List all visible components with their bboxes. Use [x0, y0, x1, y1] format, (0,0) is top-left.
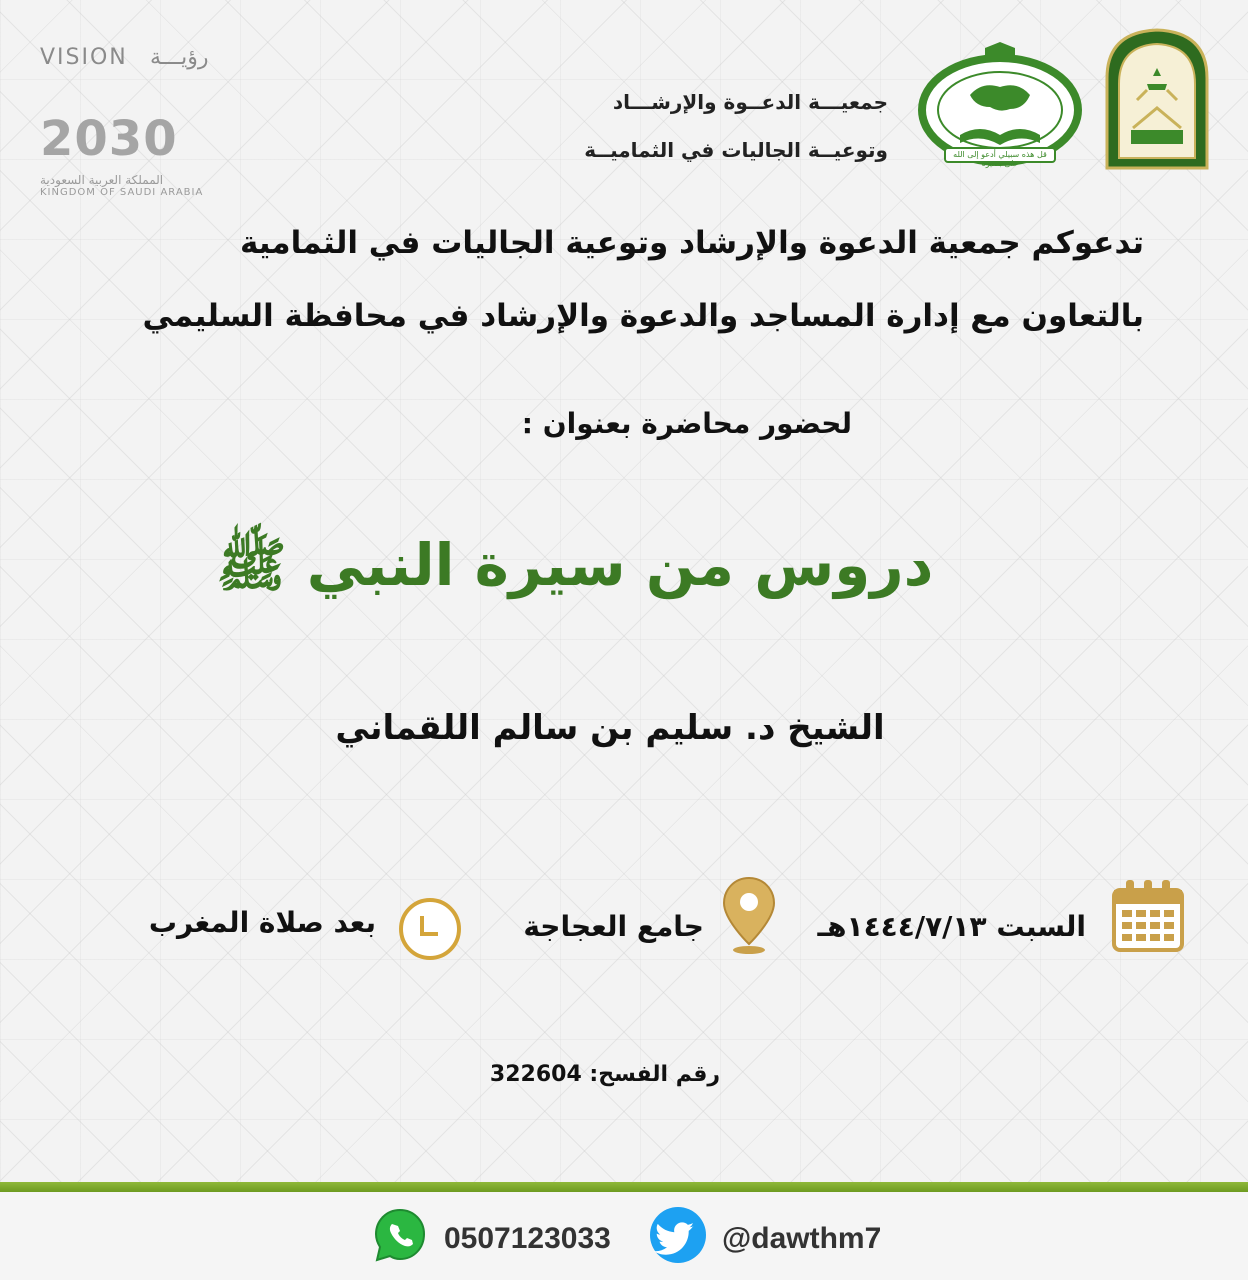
invitation-line-1: تدعوكم جمعية الدعوة والإرشاد وتوعية الجاليات في الثمامية: [239, 225, 1144, 261]
twitter-icon[interactable]: [646, 1206, 710, 1268]
footer-stripe: [0, 1182, 1248, 1192]
vision-2030-logo: [40, 45, 225, 198]
vision-country-ar: المملكة العربية السعودية: [40, 173, 164, 187]
association-name-line1: جمعيـــة الدعــوة والإرشـــاد: [612, 90, 888, 114]
vision-title: VISION: [40, 45, 128, 70]
footer-bar: [0, 1192, 1248, 1280]
association-logo: [915, 40, 1085, 170]
vision-country-en: KINGDOM OF SAUDI ARABIA: [40, 187, 204, 198]
calendar-icon: [1112, 878, 1184, 956]
lecture-title: دروس من سيرة النبي ﷺ: [216, 531, 934, 599]
whatsapp-icon[interactable]: [372, 1206, 428, 1268]
association-name-line2: وتوعيــة الجاليات في الثماميــة: [584, 138, 888, 162]
lecture-label: لحضور محاضرة بعنوان :: [521, 407, 852, 440]
clock-icon: [392, 896, 468, 966]
invitation-line-2: بالتعاون مع إدارة المساجد والدعوة والإرشاد في محافظة السليمي: [142, 298, 1144, 334]
event-time: بعد صلاة المغرب: [148, 906, 376, 939]
event-location: جامع العجاجة: [523, 910, 704, 943]
association-logo-motto: قل هذه سبيلي أدعو إلى الله على بصيرة: [953, 150, 1047, 168]
ministry-logo: [1103, 28, 1211, 170]
vision-title-ar: رؤيـــة: [150, 45, 209, 70]
ministry-logo-emblem: [1103, 28, 1211, 170]
permit-number: رقم الفسح: 322604: [489, 1062, 721, 1087]
phone-number[interactable]: 0507123033: [444, 1222, 611, 1255]
vision-year: 2030: [40, 111, 178, 167]
location-pin-icon: [722, 876, 776, 960]
speaker-name: الشيخ د. سليم بن سالم اللقماني: [335, 708, 885, 748]
event-date: السبت ١٤٤٤/٧/١٣هـ: [817, 910, 1086, 943]
association-name: [584, 78, 888, 174]
twitter-handle[interactable]: @dawthm7: [722, 1222, 882, 1255]
